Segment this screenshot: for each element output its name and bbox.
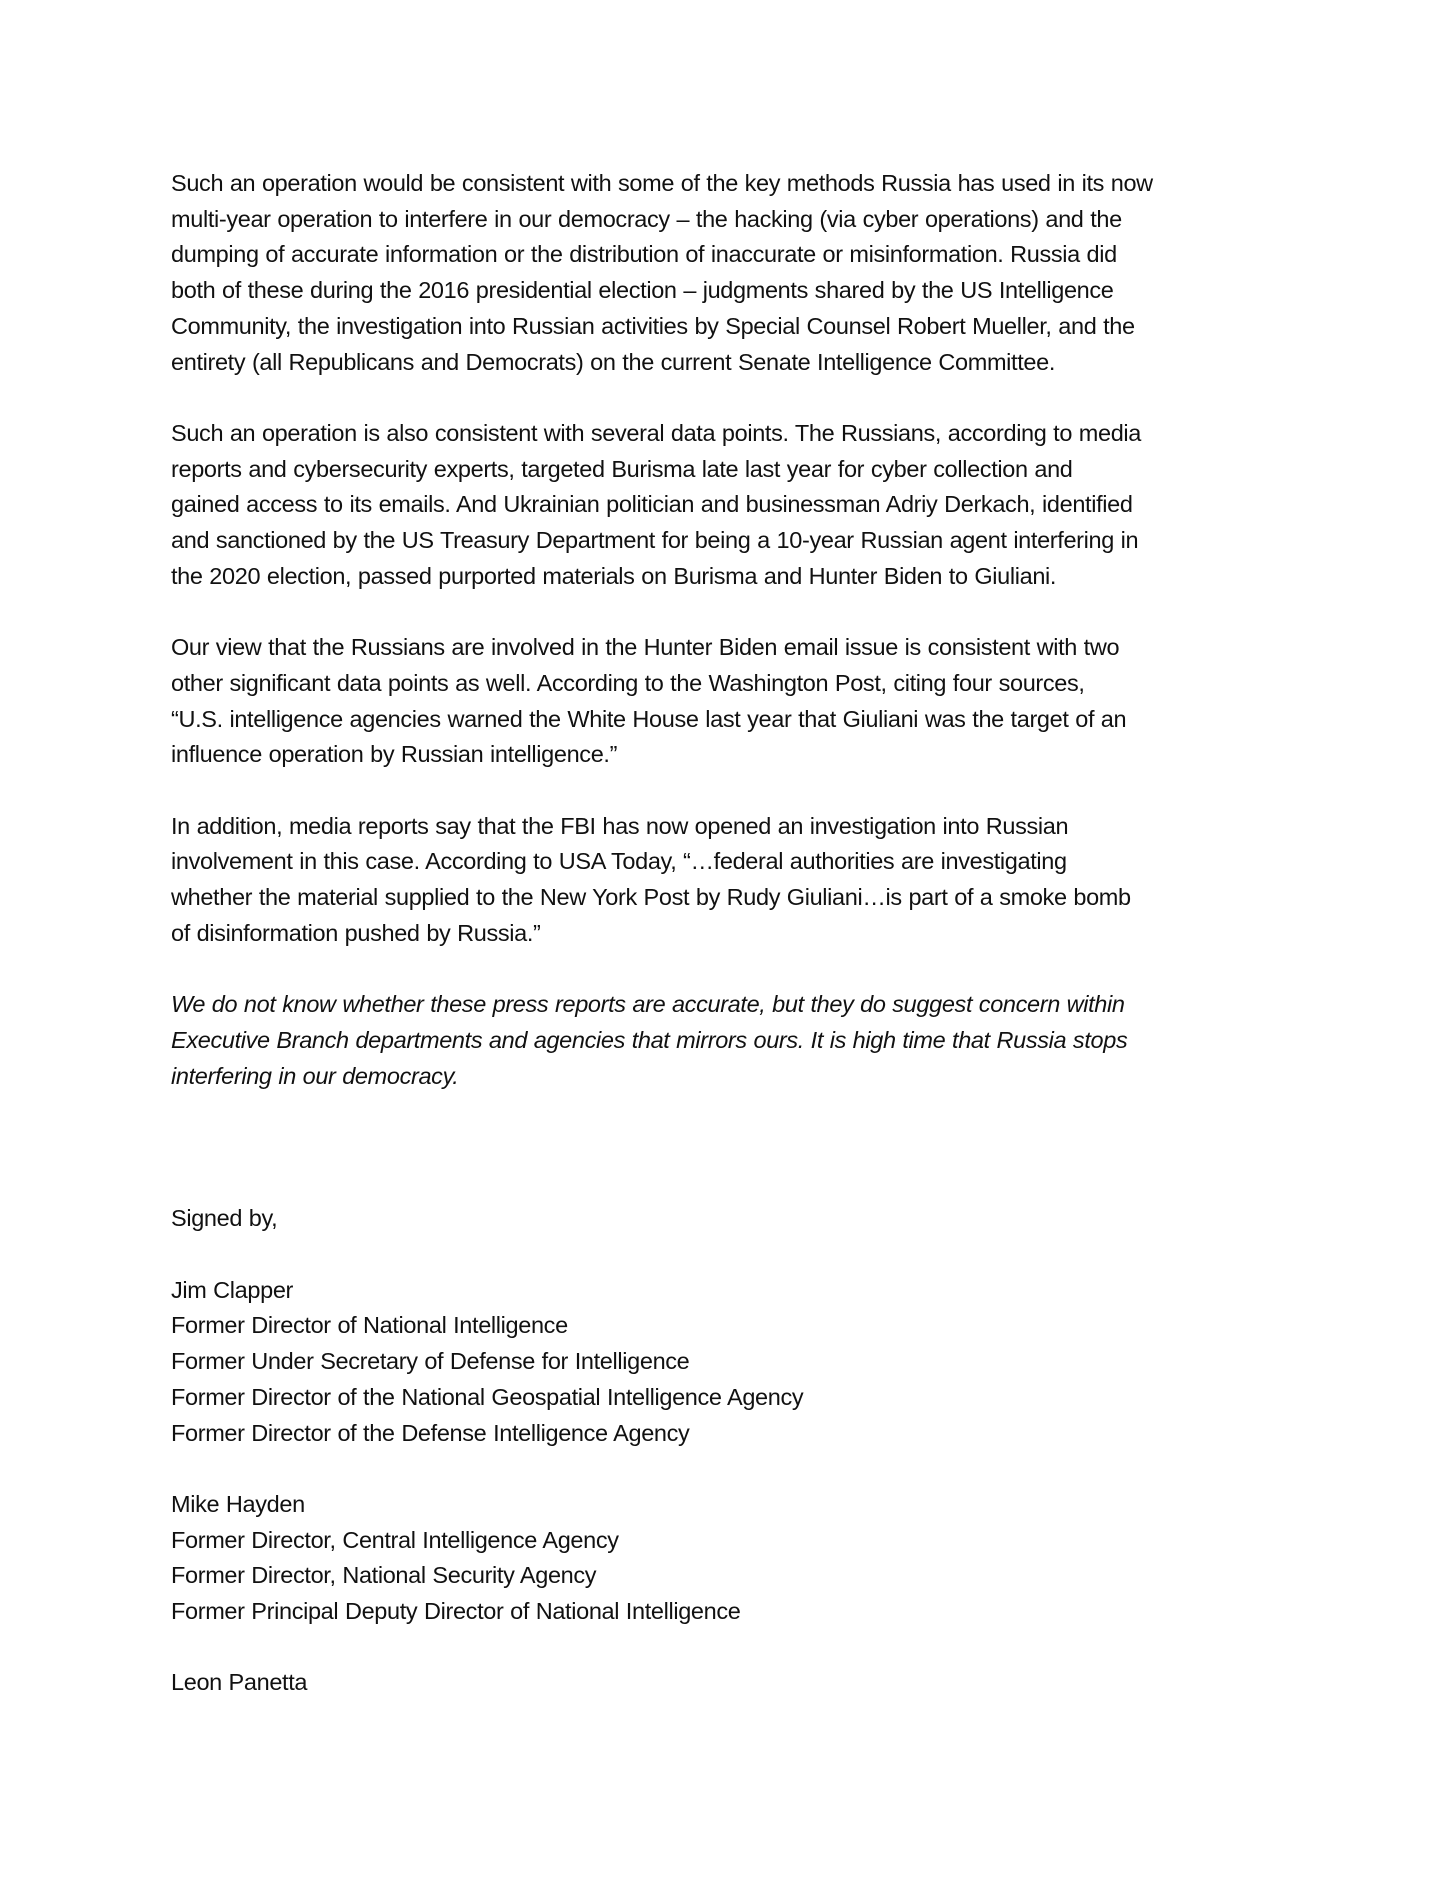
paragraph-line: reports and cybersecurity experts, targeted Burisma late last year for cyber collection and — [171, 455, 1073, 482]
signatory-block — [171, 1487, 1301, 1630]
paragraph-line: interfering in our democracy. — [171, 1062, 459, 1089]
signatory-title: Former Under Secretary of Defense for Intelligence — [171, 1348, 690, 1375]
signatory-block — [171, 1665, 1301, 1701]
signatory-title: Former Director, National Security Agency — [171, 1562, 597, 1589]
paragraph-line: Our view that the Russians are involved in the Hunter Biden email issue is consistent with two — [171, 634, 1120, 661]
paragraph-line: “U.S. intelligence agencies warned the White House last year that Giuliani was the target of an — [171, 705, 1127, 732]
paragraph-line: of disinformation pushed by Russia.” — [171, 919, 541, 946]
signatory-block — [171, 1273, 1301, 1452]
signed-by-label: Signed by, — [171, 1205, 278, 1232]
signatory-title: Former Director of the National Geospatial Intelligence Agency — [171, 1383, 804, 1410]
paragraph-line: whether the material supplied to the New York Post by Rudy Giuliani…is part of a smoke bomb — [171, 884, 1131, 911]
paragraph-line: We do not know whether these press reports are accurate, but they do suggest concern within — [171, 991, 1125, 1018]
body-paragraph-2 — [171, 416, 1301, 595]
paragraph-line: other significant data points as well. According to the Washington Post, citing four sources, — [171, 669, 1085, 696]
paragraph-line: involvement in this case. According to USA Today, “…federal authorities are investigating — [171, 848, 1067, 875]
body-paragraph-4 — [171, 809, 1301, 952]
paragraph-line: In addition, media reports say that the FBI has now opened an investigation into Russian — [171, 812, 1069, 839]
paragraph-line: gained access to its emails. And Ukrainian politician and businessman Adriy Derkach, identified — [171, 491, 1133, 518]
signatory-title: Former Director of the Defense Intelligence Agency — [171, 1419, 690, 1446]
document-page — [171, 166, 1301, 1737]
paragraph-line: and sanctioned by the US Treasury Department for being a 10-year Russian agent interfering in — [171, 527, 1139, 554]
paragraph-line: the 2020 election, passed purported materials on Burisma and Hunter Biden to Giuliani. — [171, 562, 1057, 589]
signatory-title: Former Director, Central Intelligence Agency — [171, 1526, 619, 1553]
paragraph-line: Executive Branch departments and agencies that mirrors ours. It is high time that Russia stops — [171, 1026, 1128, 1053]
section-spacer — [171, 1130, 1301, 1201]
signatory-title: Former Principal Deputy Director of National Intelligence — [171, 1598, 741, 1624]
paragraph-line: both of these during the 2016 presidential election – judgments shared by the US Intelligence — [171, 277, 1114, 304]
signatory-name: Leon Panetta — [171, 1669, 308, 1696]
paragraph-line: dumping of accurate information or the distribution of inaccurate or misinformation. Russia did — [171, 241, 1117, 268]
signatory-title: Former Director of National Intelligence — [171, 1312, 568, 1339]
paragraph-line: Community, the investigation into Russian activities by Special Counsel Robert Mueller, and the — [171, 312, 1135, 339]
body-paragraph-1 — [171, 166, 1301, 380]
paragraph-line: Such an operation would be consistent with some of the key methods Russia has used in its now — [171, 170, 1153, 196]
paragraph-line: Such an operation is also consistent with several data points. The Russians, according to media — [171, 419, 1142, 446]
signatory-name: Jim Clapper — [171, 1276, 294, 1303]
paragraph-line: influence operation by Russian intelligence.” — [171, 741, 618, 768]
paragraph-line: entirety (all Republicans and Democrats) on the current Senate Intelligence Committee. — [171, 348, 1056, 375]
paragraph-line: multi-year operation to interfere in our democracy – the hacking (via cyber operations) and the — [171, 205, 1122, 232]
signatory-name: Mike Hayden — [171, 1490, 305, 1517]
body-paragraph-3 — [171, 630, 1301, 773]
closing-statement-paragraph — [171, 987, 1301, 1094]
